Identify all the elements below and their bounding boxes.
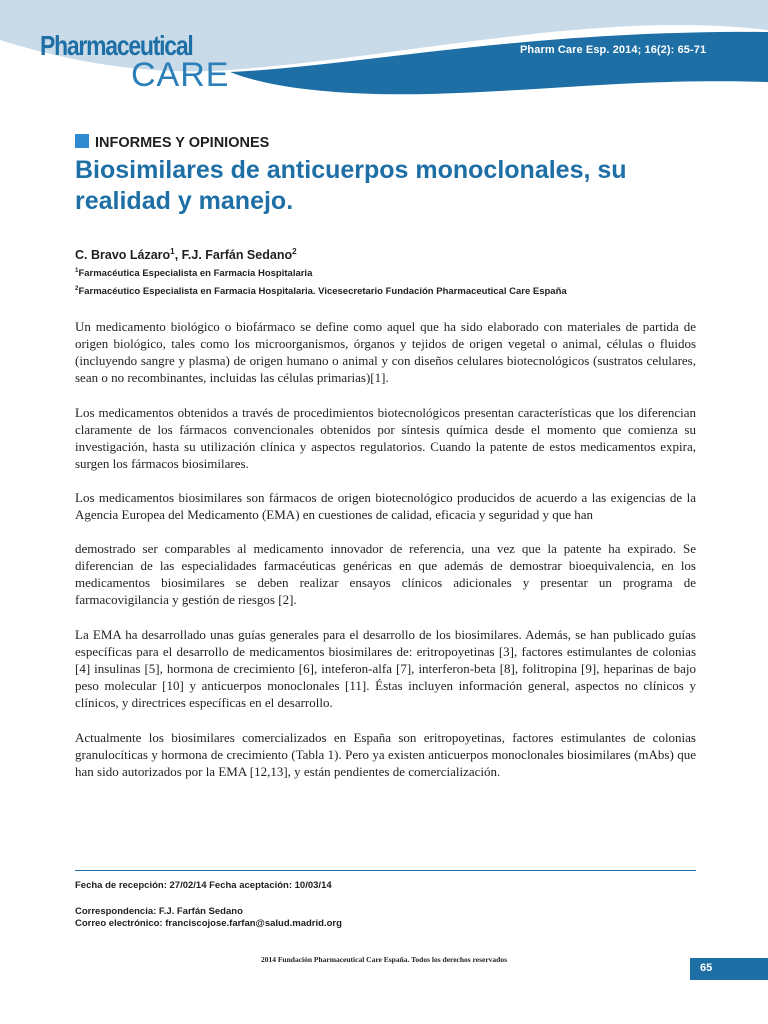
body-paragraph: Un medicamento biológico o biofármaco se define como aquel que ha sido elaborado con materiales de partida de origen biológico, tales como los microorganismos, órganos y tejidos de origen vegetal o animal, células o fluidos (incluyendo sangre y plasma) de origen humano o animal y con diseños celulares biotecnológicos (sustratos celulares, sean o no recombinantes, incluidas las células primarias)[1]. [75,319,696,385]
affiliation [75,268,312,279]
affiliation-text: Farmacéutica Especialista en Farmacia Hospitalaria [78,268,313,279]
copyright-notice: 2014 Fundación Pharmaceutical Care España. Todos los derechos reservados [260,955,508,964]
journal-citation: Pharm Care Esp. 2014; 16(2): 65-71 [520,44,707,56]
reception-dates: Fecha de recepción: 27/02/14 Fecha aceptación: 10/03/14 [75,880,332,891]
affiliation-mark: 1 [75,266,79,274]
affiliation [75,286,567,297]
author-name: C. Bravo Lázaro [75,248,171,262]
correspondence: Correspondencia: F.J. Farfán Sedano [75,906,243,917]
section-label-text: INFORMES Y OPINIONES [95,135,270,151]
journal-header [0,0,768,100]
footer-divider [75,870,696,871]
author-separator: , [174,248,182,262]
section-label [75,134,269,151]
body-paragraph: demostrado ser comparables al medicamento innovador de referencia, una vez que la patente ha expirado. Se diferencian de las especialidades farmacéuticas genéricas en que además de demostrar bioequivalencia, en los medicamentos biosimilares se deben realizar ensayos clínicos adicionales y presentar un programa de farmacovigilancia y gestión de riesgos [2]. [75,541,696,607]
body-paragraph: Actualmente los biosimilares comercializados en España son eritropoyetinas, factores estimulantes de colonias granulocíticas y hormona de crecimiento (Tabla 1). Pero ya existen anticuerpos monoclonales biosimilares (mAbs) que han sido autorizados por la EMA [12,13], y están pendientes de comercialización. [75,730,696,779]
journal-logo-pharmaceutical: Pharmaceutical [40,30,193,61]
affiliation-text: Farmacéutico Especialista en Farmacia Hospitalaria. Vicesecretario Fundación Pharmaceutical Care España [78,286,567,297]
contact-email: Correo electrónico: franciscojose.farfan@salud.madrid.org [75,918,342,929]
body-paragraph: La EMA ha desarrollado unas guías generales para el desarrollo de los biosimilares. Además, se han publicado guías específicas para el desarrollo de medicamentos biosimilares de: eritropoyetinas [3], factores estimulantes de colonias [4] insulinas [5], hormona de crecimiento [6], inteferon-alfa [7], interferon-beta [8], folitropina [9], heparinas de bajo peso molecular [10] y anticuerpos monoclonales [11]. Éstas incluyen información general, aspectos no clínicos y clínicos, y directrices específicas en el desarrollo. [75,627,696,710]
author-name: F.J. Farfán Sedano [181,248,293,262]
body-paragraph: Los medicamentos obtenidos a través de procedimientos biotecnológicos presentan características que los diferencian claramente de los fármacos convencionales obtenidos por síntesis química desde el momento que comienza su investigación, hasta su utilización clínica y aspectos regulatorios. Cuando la patente de estos medicamentos expira, surgen los fármacos biosimilares. [75,405,696,471]
article-title: Biosimilares de anticuerpos monoclonales, su realidad y manejo. [75,156,627,215]
body-paragraph: Los medicamentos biosimilares son fármacos de origen biotecnológico producidos de acuerdo a las exigencias de la Agencia Europea del Medicamento (EMA) en cuestiones de calidad, eficacia y seguridad y que han [75,490,696,522]
author-list [75,248,297,262]
author-affiliation-mark: 1 [170,246,175,256]
author-affiliation-mark: 2 [292,246,297,256]
section-marker-icon [75,134,89,148]
journal-logo-care: CARE [131,56,230,94]
page-number: 65 [700,962,713,974]
affiliation-mark: 2 [75,284,79,292]
